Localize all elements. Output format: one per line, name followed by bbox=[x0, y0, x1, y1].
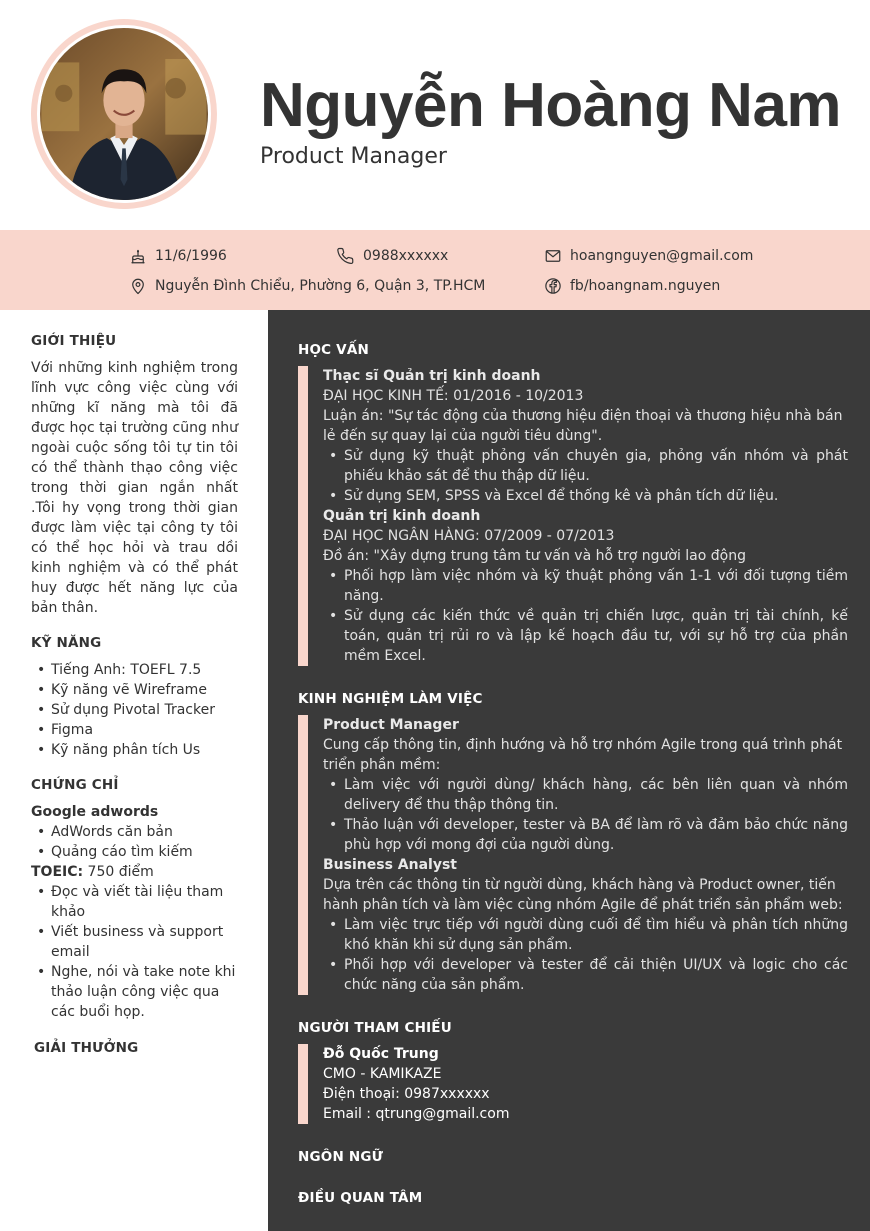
header bbox=[0, 0, 870, 230]
edu1-school: ĐẠI HỌC KINH TẾ: 01/2016 - 10/2013 bbox=[323, 388, 584, 404]
education-block bbox=[298, 366, 848, 666]
exp1-desc: Cung cấp thông tin, định hướng và hỗ trợ nhóm Agile trong quá trình phát triển phần mềm: bbox=[323, 737, 843, 773]
list-item: • Đọc và viết tài liệu tham khảo bbox=[31, 882, 238, 922]
mail-icon bbox=[544, 247, 562, 265]
list-item: • Quảng cáo tìm kiếm bbox=[31, 842, 238, 862]
reference-block bbox=[298, 1044, 848, 1124]
cert-google-title: Google adwords bbox=[31, 804, 159, 820]
list-item: • Phối hợp với developer và tester để cải thiện UI/UX và logic cho các chức năng của sản phẩm. bbox=[323, 955, 848, 995]
phone-icon bbox=[337, 247, 355, 265]
awards-heading: GIẢI THƯỞNG bbox=[34, 1040, 139, 1056]
list-item: • Sử dụng Pivotal Tracker bbox=[31, 700, 238, 720]
contact-email bbox=[544, 247, 753, 265]
phone-text: 0988xxxxxx bbox=[363, 248, 449, 264]
list-item: • Figma bbox=[31, 720, 238, 740]
cert-heading: CHỨNG CHỈ bbox=[31, 777, 119, 793]
list-item: • Làm việc trực tiếp với người dùng cuối để tìm hiểu và phân tích những khó khăn khi sử dụng sản phẩm. bbox=[323, 915, 848, 955]
cert-google-list bbox=[31, 822, 238, 862]
profile-photo bbox=[40, 28, 208, 200]
list-item: • Viết business và support email bbox=[31, 922, 238, 962]
address-text: Nguyễn Đình Chiểu, Phường 6, Quận 3, TP.HCM bbox=[155, 278, 486, 294]
edu2-school: ĐẠI HỌC NGÂN HÀNG: 07/2009 - 07/2013 bbox=[323, 528, 615, 544]
education-heading: HỌC VẤN bbox=[298, 342, 369, 358]
list-item: • Thảo luận với developer, tester và BA để làm rõ và đảm bảo chức năng phù hợp với mong đợi của người dùng. bbox=[323, 815, 848, 855]
ref-name: Đỗ Quốc Trung bbox=[323, 1046, 439, 1062]
contact-bar bbox=[0, 230, 870, 310]
skills-list bbox=[31, 660, 238, 760]
edu1-thesis: Luận án: "Sự tác động của thương hiệu điện thoại và thương hiệu nhà bán lẻ đến sự quay lại của người tiêu dùng". bbox=[323, 408, 843, 444]
exp2-title: Business Analyst bbox=[323, 857, 457, 873]
list-item: • Kỹ năng phân tích Us bbox=[31, 740, 238, 760]
exp2-list bbox=[323, 915, 848, 995]
experience-block bbox=[298, 715, 848, 995]
contact-address bbox=[129, 277, 485, 295]
dob-text: 11/6/1996 bbox=[155, 248, 227, 264]
list-item: • AdWords căn bản bbox=[31, 822, 238, 842]
facebook-text: fb/hoangnam.nguyen bbox=[570, 278, 721, 294]
list-item: • Nghe, nói và take note khi thảo luận công việc qua các buổi họp. bbox=[31, 962, 238, 1022]
candidate-name: Nguyễn Hoàng Nam bbox=[260, 71, 842, 140]
list-item: • Phối hợp làm việc nhóm và kỹ thuật phỏng vấn 1-1 với đối tượng tiềm năng. bbox=[323, 566, 848, 606]
edu2-project: Đồ án: "Xây dựng trung tâm tư vấn và hỗ trợ người lao động bbox=[323, 548, 746, 564]
experience-heading: KINH NGHIỆM LÀM VIỆC bbox=[298, 691, 483, 707]
list-item: • Sử dụng các kiến thức về quản trị chiến lược, quản trị tài chính, kế toán, quản trị rủi ro và lập kế hoạch đầu tư, với sự hỗ trợ của phần mềm Excel. bbox=[323, 606, 848, 666]
ref-email: Email : qtrung@gmail.com bbox=[323, 1106, 510, 1122]
list-item: • Sử dụng SEM, SPSS và Excel để thống kê và phân tích dữ liệu. bbox=[323, 486, 848, 506]
edu2-degree: Quản trị kinh doanh bbox=[323, 508, 481, 524]
contact-facebook bbox=[544, 277, 720, 295]
edu1-degree: Thạc sĩ Quản trị kinh doanh bbox=[323, 368, 541, 384]
toeic-value: 750 điểm bbox=[83, 864, 154, 880]
reference-heading: NGƯỜI THAM CHIẾU bbox=[298, 1020, 452, 1036]
candidate-role: Product Manager bbox=[260, 144, 447, 169]
edu2-list bbox=[323, 566, 848, 666]
intro-text: Với những kinh nghiệm trong lĩnh vực công việc cùng với những kĩ năng mà tôi đã được học tại trường cũng như ngoài cuộc sống tôi tự tin tôi có thể thành thạo công việc trong thời gian ngắn nhất .Tôi hy vọng trong thời gian được làm việc tại công ty tôi có thể học hỏi và trau dồi kinh nghiệm và có thể phát huy được hết năng lực của bản thân. bbox=[31, 360, 238, 616]
birthday-cake-icon bbox=[129, 247, 147, 265]
contact-phone bbox=[337, 247, 448, 265]
exp1-title: Product Manager bbox=[323, 717, 459, 733]
toeic-list bbox=[31, 882, 238, 1022]
exp1-list bbox=[323, 775, 848, 855]
intro-heading: GIỚI THIỆU bbox=[31, 333, 117, 349]
language-heading: NGÔN NGỮ bbox=[298, 1149, 384, 1165]
facebook-icon bbox=[544, 277, 562, 295]
avatar bbox=[31, 19, 217, 209]
list-item: • Làm việc với người dùng/ khách hàng, các bên liên quan và nhóm delivery để thu thập thông tin. bbox=[323, 775, 848, 815]
exp2-desc: Dựa trên các thông tin từ người dùng, khách hàng và Product owner, tiến hành phân tích và làm việc cùng nhóm Agile để phát triển sản phẩm web: bbox=[323, 877, 843, 913]
contact-dob bbox=[129, 247, 227, 265]
email-text: hoangnguyen@gmail.com bbox=[570, 248, 754, 264]
list-item: • Kỹ năng vẽ Wireframe bbox=[31, 680, 238, 700]
list-item: • Tiếng Anh: TOEFL 7.5 bbox=[31, 660, 238, 680]
location-pin-icon bbox=[129, 277, 147, 295]
interest-heading: ĐIỀU QUAN TÂM bbox=[298, 1190, 423, 1206]
ref-title: CMO - KAMIKAZE bbox=[323, 1066, 442, 1082]
skills-heading: KỸ NĂNG bbox=[31, 635, 102, 651]
toeic-label: TOEIC: bbox=[31, 864, 84, 880]
ref-phone: Điện thoại: 0987xxxxxx bbox=[323, 1086, 490, 1102]
toeic-line bbox=[31, 862, 238, 882]
edu1-list bbox=[323, 446, 848, 506]
list-item: • Sử dụng kỹ thuật phỏng vấn chuyên gia, phỏng vấn nhóm và phát phiếu khảo sát để thu thập dữ liệu. bbox=[323, 446, 848, 486]
left-column bbox=[0, 310, 268, 1231]
right-column bbox=[268, 310, 870, 1231]
